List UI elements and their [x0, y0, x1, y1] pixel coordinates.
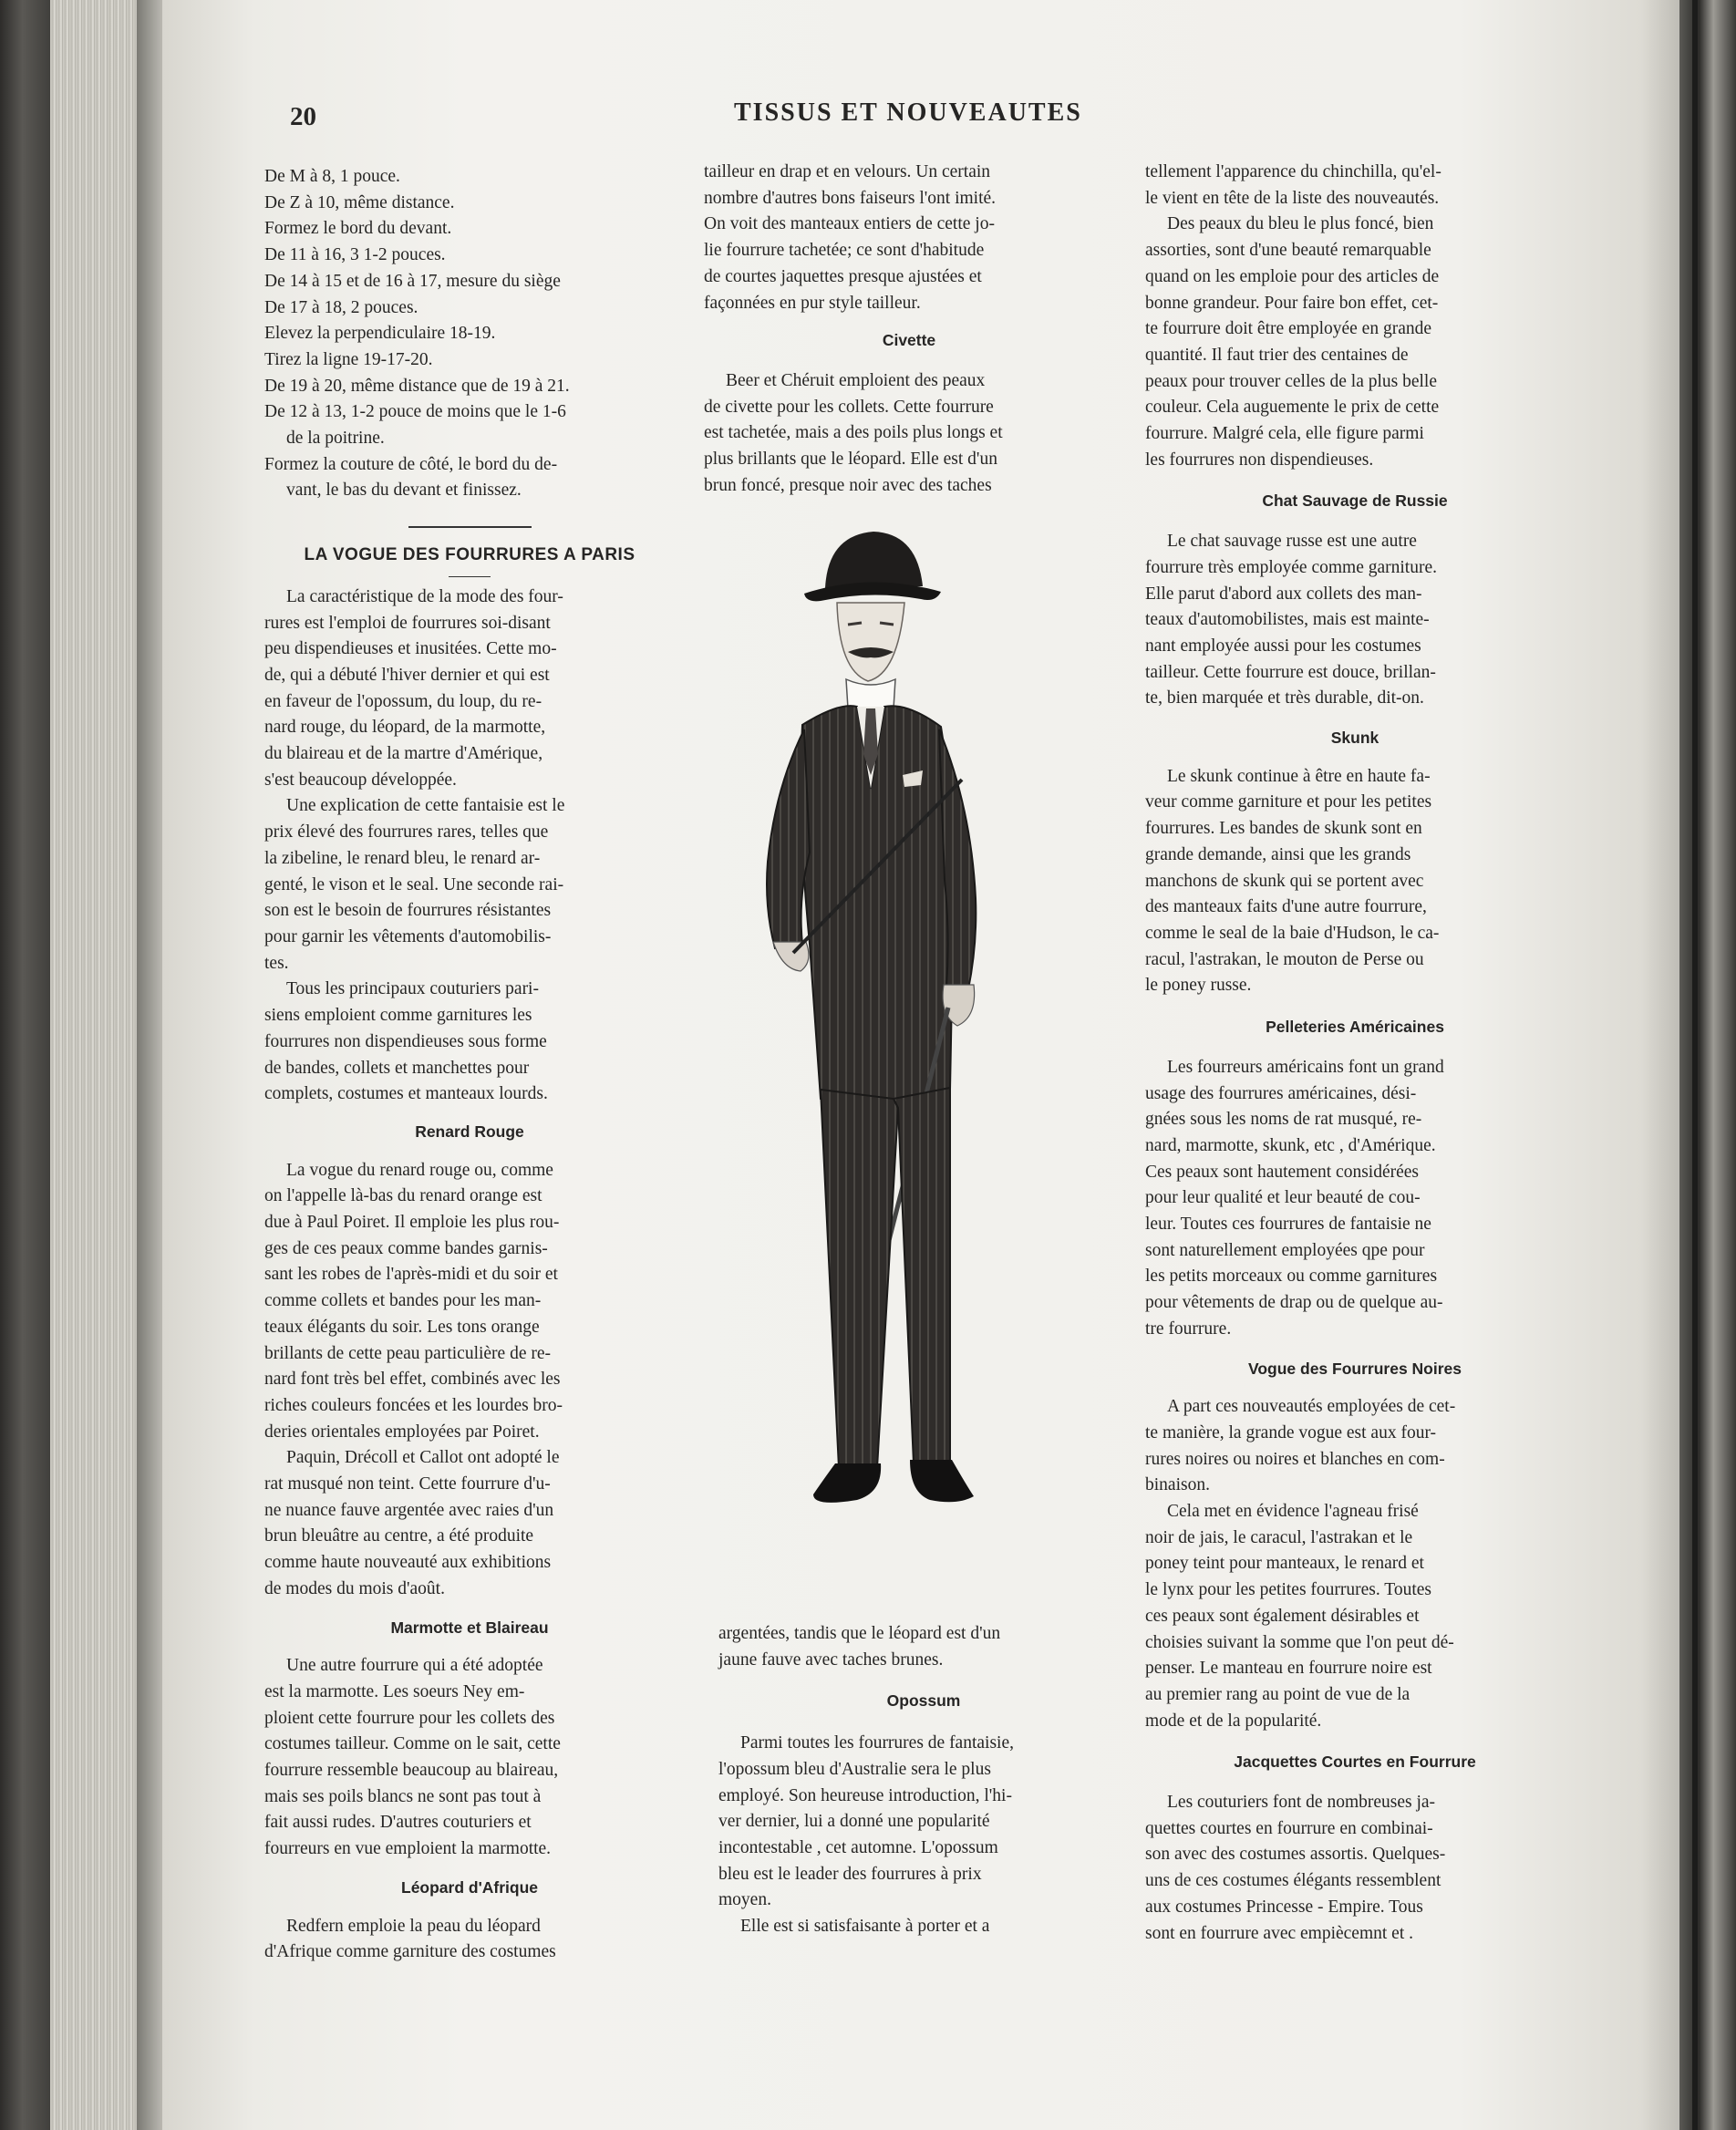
renard-text: [264, 1158, 675, 1603]
text-line: due à Paul Poiret. Il emploie les plus rou-: [264, 1213, 560, 1233]
text-line: gnées sous les noms de rat musqué, re-: [1145, 1110, 1422, 1130]
text-line: tes.: [264, 953, 289, 973]
pattern-line: De 14 à 15 et de 16 à 17, mesure du siège: [264, 271, 561, 291]
text-line: fourreurs en vue emploient la marmotte.: [264, 1839, 552, 1859]
text-line: sont en fourrure avec empiècemnt et .: [1145, 1923, 1413, 1943]
text-line: manchons de skunk qui se portent avec: [1145, 871, 1424, 891]
pattern-line: De Z à 10, même distance.: [264, 192, 455, 212]
text-line: lie fourrure tachetée; ce sont d'habitude: [704, 241, 985, 261]
article-title: LA VOGUE DES FOURRURES A PARIS: [304, 545, 636, 565]
text-line: comme collets et bandes pour les man-: [264, 1291, 542, 1311]
text-line: bleu est le leader des fourrures à prix: [718, 1864, 982, 1884]
text-line: de, qui a débuté l'hiver dernier et qui est: [264, 665, 550, 685]
text-line: s'est beaucoup développée.: [264, 770, 457, 790]
civette-text: [704, 368, 1114, 500]
text-line: le poney russe.: [1145, 976, 1252, 996]
pattern-line: De 17 à 18, 2 pouces.: [264, 297, 418, 317]
text-line: peu dispendieuses et inusitées. Cette mo-: [264, 639, 557, 659]
text-line: genté, le vison et le seal. Une seconde rai-: [264, 874, 564, 894]
text-line: Cela met en évidence l'agneau frisé: [1167, 1502, 1419, 1522]
opossum-text: [718, 1731, 1129, 1940]
text-line: nard, marmotte, skunk, etc , d'Amérique.: [1145, 1135, 1436, 1155]
section-rule: [408, 526, 532, 528]
text-line: tailleur en drap et en velours. Un certain: [704, 162, 991, 181]
subhead-leopard: Léopard d'Afrique: [401, 1877, 538, 1897]
page-edges: [50, 0, 146, 2130]
pattern-line: Elevez la perpendiculaire 18-19.: [264, 324, 496, 344]
title-rule: [449, 576, 491, 577]
right-top-lines: [1145, 160, 1565, 212]
text-line: rat musqué non teint. Cette fourrure d'u-: [264, 1474, 551, 1494]
text-line: argentées, tandis que le léopard est d'un: [718, 1624, 1001, 1643]
text-line: Elle parut d'abord aux collets des man-: [1145, 584, 1422, 604]
text-line: ver dernier, lui a donné une popularité: [718, 1812, 990, 1832]
text-line: de bandes, collets et manchettes pour: [264, 1058, 530, 1078]
facing-page-rule: [1692, 0, 1698, 2130]
text-line: aux costumes Princesse - Empire. Tous: [1145, 1897, 1423, 1917]
text-line: nant employée aussi pour les costumes: [1145, 636, 1421, 656]
text-line: sont naturellement employées qpe pour: [1145, 1240, 1425, 1260]
chat-text: [1145, 529, 1565, 712]
subhead-pelleteries: Pelleteries Américaines: [1266, 1018, 1444, 1037]
text-line: riches couleurs foncées et les lourdes bro-: [264, 1395, 563, 1415]
text-line: teaux d'automobilistes, mais est mainte-: [1145, 610, 1430, 630]
text-line: Une explication de cette fantaisie est le: [286, 796, 565, 816]
left-column: [264, 164, 675, 1966]
pattern-line: Formez le bord du devant.: [264, 219, 452, 239]
text-line: nombre d'autres bons faiseurs l'ont imité.: [704, 188, 997, 208]
text-line: brillants de cette peau particulière de re-: [264, 1343, 551, 1363]
paragraph: [1145, 1394, 1565, 1499]
subhead-chat-sauvage: Chat Sauvage de Russie: [1262, 491, 1448, 511]
text-line: ne nuance fauve argentée avec raies d'un: [264, 1500, 554, 1520]
text-line: la zibeline, le renard bleu, le renard ar-: [264, 848, 541, 868]
text-line: brun foncé, presque noir avec des taches: [704, 475, 992, 495]
text-line: Ces peaux sont hautement considérées: [1145, 1162, 1419, 1182]
text-line: poney teint pour manteaux, le renard et: [1145, 1554, 1424, 1574]
text-line: on l'appelle là-bas du renard orange est: [264, 1186, 542, 1206]
text-line: pour vêtements de drap ou de quelque au-: [1145, 1293, 1443, 1313]
text-line: costumes tailleur. Comme on le sait, cette: [264, 1734, 561, 1754]
text-line: moyen.: [718, 1890, 771, 1910]
text-line: penser. Le manteau en fourrure noire est: [1145, 1659, 1432, 1679]
text-line: l'opossum bleu d'Australie sera le plus: [718, 1759, 991, 1779]
text-line: employé. Son heureuse introduction, l'hi-: [718, 1785, 1012, 1805]
jacquettes-text: [1145, 1790, 1565, 1947]
text-line: Redfern emploie la peau du léopard: [286, 1916, 541, 1936]
subhead-jacquettes: Jacquettes Courtes en Fourrure: [1234, 1753, 1476, 1772]
text-line: prix élevé des fourrures rares, telles que: [264, 822, 549, 843]
paragraph: [1145, 1499, 1565, 1734]
text-line: te fourrure doit être employée en grande: [1145, 319, 1432, 339]
text-line: tailleur. Cette fourrure est douce, brillan-: [1145, 662, 1436, 682]
after-figure-text: [718, 1621, 1129, 1673]
pattern-line: De 19 à 20, même distance que de 19 à 21.: [264, 376, 570, 396]
text-line: ges de ces peaux comme bandes garnis-: [264, 1238, 548, 1258]
text-line: fourrures non dispendieuses sous forme: [264, 1031, 547, 1051]
paragraph: [264, 1158, 675, 1446]
text-line: nard rouge, du léopard, de la marmotte,: [264, 718, 546, 738]
marmotte-text: [264, 1653, 675, 1863]
text-line: Les fourreurs américains font un grand: [1167, 1057, 1444, 1077]
pattern-line: Formez la couture de côté, le bord du de-: [264, 454, 558, 474]
text-line: Beer et Chéruit emploient des peaux: [726, 370, 986, 390]
skunk-text: [1145, 764, 1565, 999]
text-line: Une autre fourrure qui a été adoptée: [286, 1656, 543, 1676]
paragraph: [264, 1445, 675, 1602]
text-line: mais ses poils blancs ne sont pas tout à: [264, 1786, 542, 1806]
subhead-civette: Civette: [882, 331, 936, 350]
text-line: couleur. Cela auguemente le prix de cette: [1145, 398, 1440, 418]
subhead-marmotte: Marmotte et Blaireau: [390, 1618, 549, 1637]
text-line: pour leur qualité et leur beauté de cou-: [1145, 1188, 1421, 1208]
text-line: racul, l'astrakan, le mouton de Perse ou: [1145, 949, 1424, 969]
text-line: veur comme garniture et pour les petites: [1145, 792, 1432, 812]
text-line: en faveur de l'opossum, du loup, du re-: [264, 691, 542, 711]
text-line: Le skunk continue à être en haute fa-: [1167, 766, 1431, 786]
text-line: comme haute nouveauté aux exhibitions: [264, 1553, 552, 1573]
pattern-instructions: [264, 164, 675, 504]
text-line: fourrures. Les bandes de skunk sont en: [1145, 819, 1422, 839]
text-line: d'Afrique comme garniture des costumes: [264, 1942, 556, 1962]
middle-column-top: [704, 160, 1114, 499]
text-line: tellement l'apparence du chinchilla, qu'el-: [1145, 162, 1442, 181]
subhead-renard-rouge: Renard Rouge: [415, 1122, 524, 1141]
paragraph: [264, 584, 675, 794]
text-line: quand on les emploie pour des articles de: [1145, 266, 1440, 286]
paragraph: [718, 1731, 1129, 1914]
text-line: rures est l'emploi de fourrures soi-disant: [264, 613, 551, 633]
text-line: Tous les principaux couturiers pari-: [286, 979, 539, 999]
paragraph: [264, 1914, 675, 1966]
text-line: du blaireau et de la martre d'Amérique,: [264, 744, 543, 764]
text-line: Elle est si satisfaisante à porter et a: [740, 1917, 990, 1937]
text-line: jaune fauve avec taches brunes.: [718, 1649, 944, 1670]
pattern-line: de la poitrine.: [286, 429, 385, 449]
intro-text: [264, 584, 675, 1108]
text-line: La vogue du renard rouge ou, comme: [286, 1160, 553, 1180]
pattern-line: vant, le bas du devant et finissez.: [286, 481, 522, 501]
pattern-line: De 11 à 16, 3 1-2 pouces.: [264, 245, 446, 265]
pattern-line: De 12 à 13, 1-2 pouce de moins que le 1-6: [264, 402, 566, 422]
text-line: ces peaux sont également désirables et: [1145, 1606, 1420, 1626]
text-line: Les couturiers font de nombreuses ja-: [1167, 1793, 1436, 1813]
middle-column-bottom: [718, 1621, 1129, 1940]
right-top-text: [1145, 212, 1565, 473]
text-line: mode et de la popularité.: [1145, 1711, 1322, 1731]
text-line: usage des fourrures américaines, dési-: [1145, 1083, 1417, 1103]
paragraph: [1145, 1790, 1565, 1947]
text-line: incontestable , cet automne. L'opossum: [718, 1837, 998, 1857]
text-line: siens emploient comme garnitures les: [264, 1006, 532, 1026]
paragraph: [264, 977, 675, 1108]
text-line: tre fourrure.: [1145, 1318, 1232, 1339]
text-line: assorties, sont d'une beauté remarquable: [1145, 241, 1431, 261]
text-line: le vient en tête de la liste des nouveautés.: [1145, 188, 1440, 208]
text-line: des manteaux faits d'une autre fourrure,: [1145, 897, 1427, 917]
text-line: sant les robes de l'après-midi et du soir et: [264, 1265, 558, 1285]
text-line: On voit des manteaux entiers de cette jo-: [704, 214, 995, 234]
text-line: les fourrures non dispendieuses.: [1145, 450, 1374, 470]
text-line: teaux élégants du soir. Les tons orange: [264, 1317, 540, 1337]
figure-drawing: [711, 515, 1112, 1600]
text-line: Le chat sauvage russe est une autre: [1167, 532, 1417, 552]
text-line: binaison.: [1145, 1475, 1210, 1495]
text-line: de modes du mois d'août.: [264, 1578, 445, 1598]
text-line: de courtes jaquettes presque ajustées et: [704, 266, 982, 286]
right-column: [1145, 160, 1565, 1947]
running-title: TISSUS ET NOUVEAUTES: [734, 98, 1082, 127]
paragraph: [1145, 212, 1565, 473]
text-line: de civette pour les collets. Cette fourrure: [704, 397, 994, 417]
paragraph: [718, 1914, 1129, 1940]
paragraph: [1145, 1055, 1565, 1343]
text-line: le lynx pour les petites fourrures. Toutes: [1145, 1580, 1431, 1600]
paragraph: [704, 368, 1114, 500]
pelleteries-text: [1145, 1055, 1565, 1343]
paragraph: [264, 1653, 675, 1863]
text-line: est la marmotte. Les soeurs Ney em-: [264, 1681, 525, 1701]
gentleman-illustration: [711, 515, 1112, 1600]
text-line: A part ces nouveautés employées de cet-: [1167, 1397, 1456, 1417]
text-line: fait aussi rudes. D'autres couturiers et: [264, 1813, 532, 1833]
text-line: noir de jais, le caracul, l'astrakan et le: [1145, 1527, 1413, 1547]
text-line: son avec des costumes assortis. Quelques-: [1145, 1845, 1446, 1865]
page-number: 20: [290, 102, 316, 131]
text-line: complets, costumes et manteaux lourds.: [264, 1084, 548, 1104]
paragraph: [1145, 529, 1565, 712]
text-line: fourrure très employée comme garniture.: [1145, 557, 1437, 577]
text-line: deries orientales employées par Poiret.: [264, 1422, 540, 1442]
text-line: ploient cette fourrure pour les collets des: [264, 1708, 555, 1728]
text-line: au premier rang au point de vue de la: [1145, 1684, 1410, 1704]
text-line: est tachetée, mais a des poils plus longs et: [704, 423, 1003, 443]
text-line: comme le seal de la baie d'Hudson, le ca-: [1145, 923, 1440, 943]
text-line: te, bien marquée et très durable, dit-on.: [1145, 688, 1424, 708]
middle-top-text: [704, 160, 1114, 316]
text-line: pour garnir les vêtements d'automobilis-: [264, 926, 552, 946]
text-line: bonne grandeur. Pour faire bon effet, cet-: [1145, 293, 1439, 313]
pattern-line: De M à 8, 1 pouce.: [264, 167, 400, 186]
text-line: brun bleuâtre au centre, a été produite: [264, 1526, 534, 1546]
text-line: Paquin, Drécoll et Callot ont adopté le: [286, 1448, 560, 1468]
text-line: Des peaux du bleu le plus foncé, bien: [1167, 214, 1434, 234]
subhead-fourrures-noires: Vogue des Fourrures Noires: [1247, 1359, 1462, 1378]
text-line: nard font très bel effet, combinés avec les: [264, 1370, 561, 1390]
text-line: uns de ces costumes élégants ressemblent: [1145, 1871, 1442, 1891]
text-line: fourrure. Malgré cela, elle figure parmi: [1145, 424, 1424, 444]
text-line: quettes courtes en fourrure en combinai-: [1145, 1818, 1433, 1838]
leopard-text: [264, 1914, 675, 1966]
text-line: fourrure ressemble beaucoup au blaireau,: [264, 1761, 559, 1781]
text-line: son est le besoin de fourrures résistantes: [264, 901, 552, 921]
subhead-opossum: Opossum: [886, 1691, 961, 1711]
paragraph: [264, 793, 675, 977]
text-line: quantité. Il faut trier des centaines de: [1145, 345, 1409, 365]
subhead-skunk: Skunk: [1330, 729, 1380, 748]
text-line: plus brillants que le léopard. Elle est d'un: [704, 450, 997, 470]
text-line: leur. Toutes ces fourrures de fantaisie ne: [1145, 1215, 1431, 1235]
text-line: les petits morceaux ou comme garnitures: [1145, 1267, 1438, 1287]
book-spine: [0, 0, 57, 2130]
text-line: te manière, la grande vogue est aux four-: [1145, 1422, 1437, 1442]
paragraph: [1145, 764, 1565, 999]
text-line: peaux pour trouver celles de la plus belle: [1145, 371, 1438, 391]
text-line: rures noires ou noires et blanches en com-: [1145, 1449, 1445, 1469]
text-line: choisies suivant la somme que l'on peut dé-: [1145, 1632, 1454, 1652]
noires-text: [1145, 1394, 1565, 1734]
text-line: grande demande, ainsi que les grands: [1145, 844, 1411, 864]
text-line: Parmi toutes les fourrures de fantaisie,: [740, 1733, 1014, 1753]
text-line: La caractéristique de la mode des four-: [286, 586, 563, 606]
text-line: façonnées en pur style tailleur.: [704, 293, 921, 313]
facing-page-edge: [1679, 0, 1736, 2130]
pattern-line: Tirez la ligne 19-17-20.: [264, 349, 433, 369]
